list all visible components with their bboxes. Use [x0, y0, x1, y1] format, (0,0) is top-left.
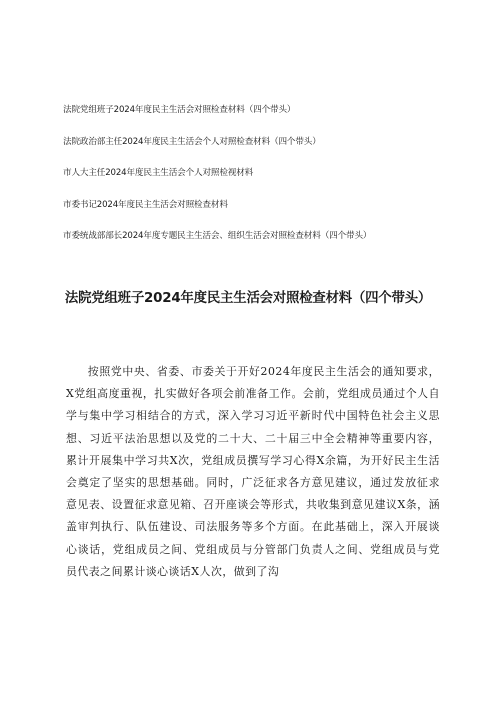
toc-item[interactable]: 法院政治部主任2024年度民主生活会个人对照检查材料（四个带头）	[63, 136, 321, 147]
toc-item[interactable]: 市委书记2024年度民主生活会对照检查材料	[63, 199, 228, 210]
toc-item[interactable]: 市委统战部部长2024年度专题民主生活会、组织生活会对照检查材料（四个带头）	[63, 231, 372, 241]
table-of-contents	[63, 104, 483, 262]
body-paragraph: 按照党中央、省委、市委关于开好2024年度民主生活会的通知要求，X党组高度重视，扎实做好各项会前准备工作。会前，党组成员通过个人自学与集中学习相结合的方式，深入学习习近平新时代中国特色社会主义思想、习近平法治思想以及党的二十大、二十届三中全会精神等重要内容，累计开展集中学习共X次，党组成员撰写学习心得X余篇，为开好民主生活会奠定了坚实的思想基础。同时，广泛征求各方意见建议，通过发放征求意见表、设置征求意见箱、召开座谈会等形式，共收集到意见建议X条，涵盖审判执行、队伍建设、司法服务等多个方面。在此基础上，深入开展谈心谈话，党组成员之间、党组成员与分管部门负责人之间、党组成员与党员代表之间累计谈心谈话X人次，做到了沟	[66, 365, 440, 578]
document-title: 法院党组班子2024年度民主生活会对照检查材料（四个带头）	[64, 291, 432, 306]
toc-item[interactable]: 法院党组班子2024年度民主生活会对照检查材料（四个带头）	[63, 105, 296, 115]
toc-item[interactable]: 市人大主任2024年度民主生活会个人对照检视材料	[63, 168, 254, 178]
